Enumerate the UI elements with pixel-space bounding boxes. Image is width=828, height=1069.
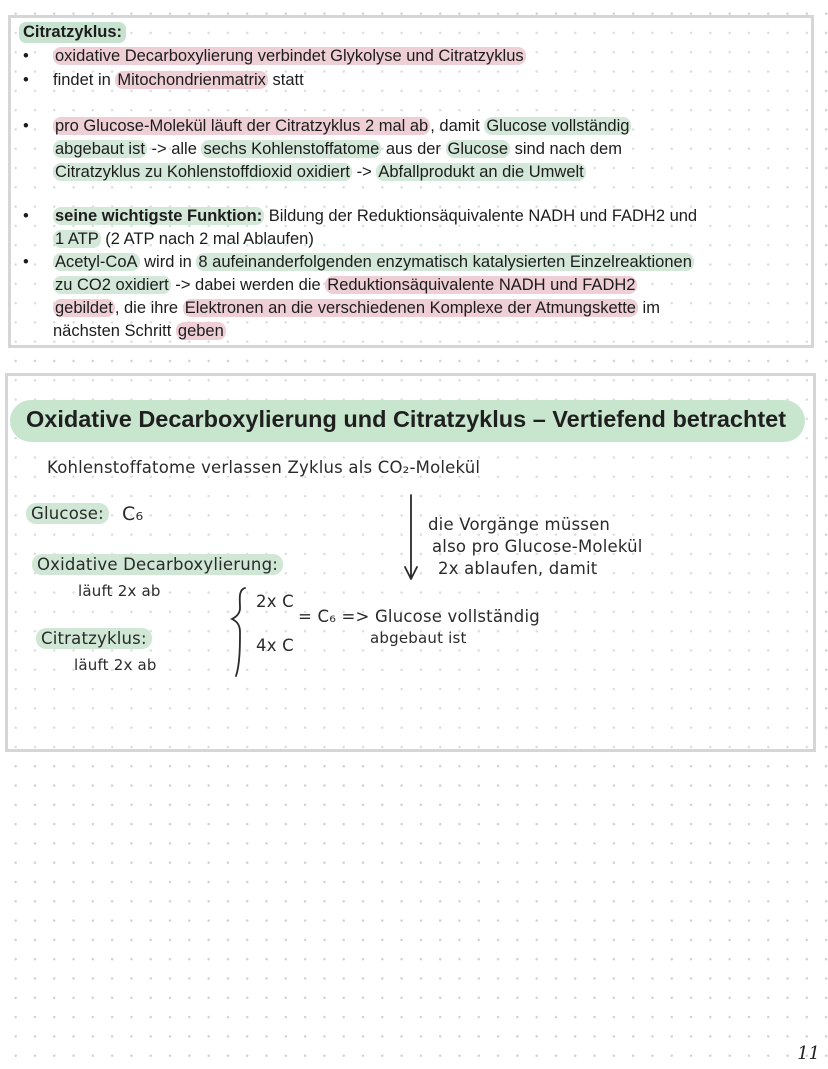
text-segment: seine wichtigste Funktion: [55, 207, 263, 225]
equation-line2: abgebaut ist [370, 629, 467, 647]
text-segment: 8 aufeinanderfolgenden enzymatisch katalysierten Einzelreaktionen [198, 253, 692, 271]
curly-brace [232, 588, 245, 676]
text-segment: Mitochondrienmatrix [117, 71, 266, 89]
glucose-value: C₆ [122, 503, 144, 525]
text-segment: -> dabei werden die [170, 276, 326, 294]
citrate-label-text: Citratzyklus: [36, 628, 152, 649]
text-segment: , die ihre [114, 299, 183, 317]
arrow-note-line1: die Vorgänge müssen [428, 515, 611, 534]
text-segment: Acetyl-CoA [55, 253, 138, 271]
citrate-runs: läuft 2x ab [74, 656, 157, 674]
text-segment: pro Glucose-Molekül läuft der Citratzyklus 2 mal ab [55, 117, 429, 135]
text-segment: wird in [139, 253, 197, 271]
bullet: • [23, 117, 29, 135]
text-segment: -> alle [146, 140, 202, 158]
text-segment: , damit [430, 117, 485, 135]
page-number: 11 [797, 1043, 820, 1064]
text-segment: im [637, 299, 660, 317]
arrow-note-line3: 2x ablaufen, damit [438, 559, 598, 578]
text-segment: Elektronen an die verschiedenen Komplexe der Atmungskette [184, 299, 636, 317]
text-segment: Bildung der Reduktionsäquivalente NADH und FADH2 und [264, 207, 698, 225]
text-segment: gebildet [55, 299, 113, 317]
text-segment: Glucose vollständig [486, 117, 630, 135]
text-segment: aus der [381, 140, 446, 158]
bullet: • [23, 47, 29, 65]
text-segment: 1 ATP [55, 230, 99, 248]
text-segment: Abfallprodukt an die Umwelt [378, 163, 584, 181]
equation: = C₆ => Glucose vollständig [298, 607, 540, 626]
carbon-count-citrate: 4x C [256, 636, 294, 655]
text-segment: geben [177, 322, 224, 340]
bullet: • [23, 207, 29, 225]
oxdec-label-text: Oxidative Decarboxylierung: [32, 554, 283, 575]
text-segment: (2 ATP nach 2 mal Ablaufen) [100, 230, 314, 248]
text-segment: -> [352, 163, 377, 181]
summary-heading: Citratzyklus: [19, 22, 126, 43]
bullet: • [23, 253, 29, 271]
intro-note: Kohlenstoffatome verlassen Zyklus als CO₂-Molekül [47, 458, 481, 477]
bullet: • [23, 71, 29, 89]
text-segment: Citratzyklus zu Kohlenstoffdioxid oxidiert [55, 163, 351, 181]
text-segment: sind nach dem [510, 140, 622, 158]
oxdec-runs: läuft 2x ab [78, 582, 161, 600]
deep-dive-title: Oxidative Decarboxylierung und Citratzyklus – Vertiefend betrachtet [26, 406, 787, 432]
glucose-label-text: Glucose: [26, 503, 109, 524]
arrow-note-line2: also pro Glucose-Molekül [432, 537, 643, 556]
text-segment: findet in [53, 71, 116, 89]
text-segment: nächsten Schritt [53, 322, 176, 340]
text-segment: zu CO2 oxidiert [55, 276, 169, 294]
carbon-count-oxdec: 2x C [256, 592, 294, 611]
text-segment: sechs Kohlenstoffatome [203, 140, 380, 158]
text-segment: abgebaut ist [55, 140, 145, 158]
text-segment: Glucose [447, 140, 509, 158]
text-segment: statt [267, 71, 304, 89]
down-arrow-icon [405, 495, 417, 579]
text-segment: oxidative Decarboxylierung verbindet Glykolyse und Citratzyklus [55, 47, 524, 65]
text-segment: Reduktionsäquivalente NADH und FADH2 [327, 276, 636, 294]
